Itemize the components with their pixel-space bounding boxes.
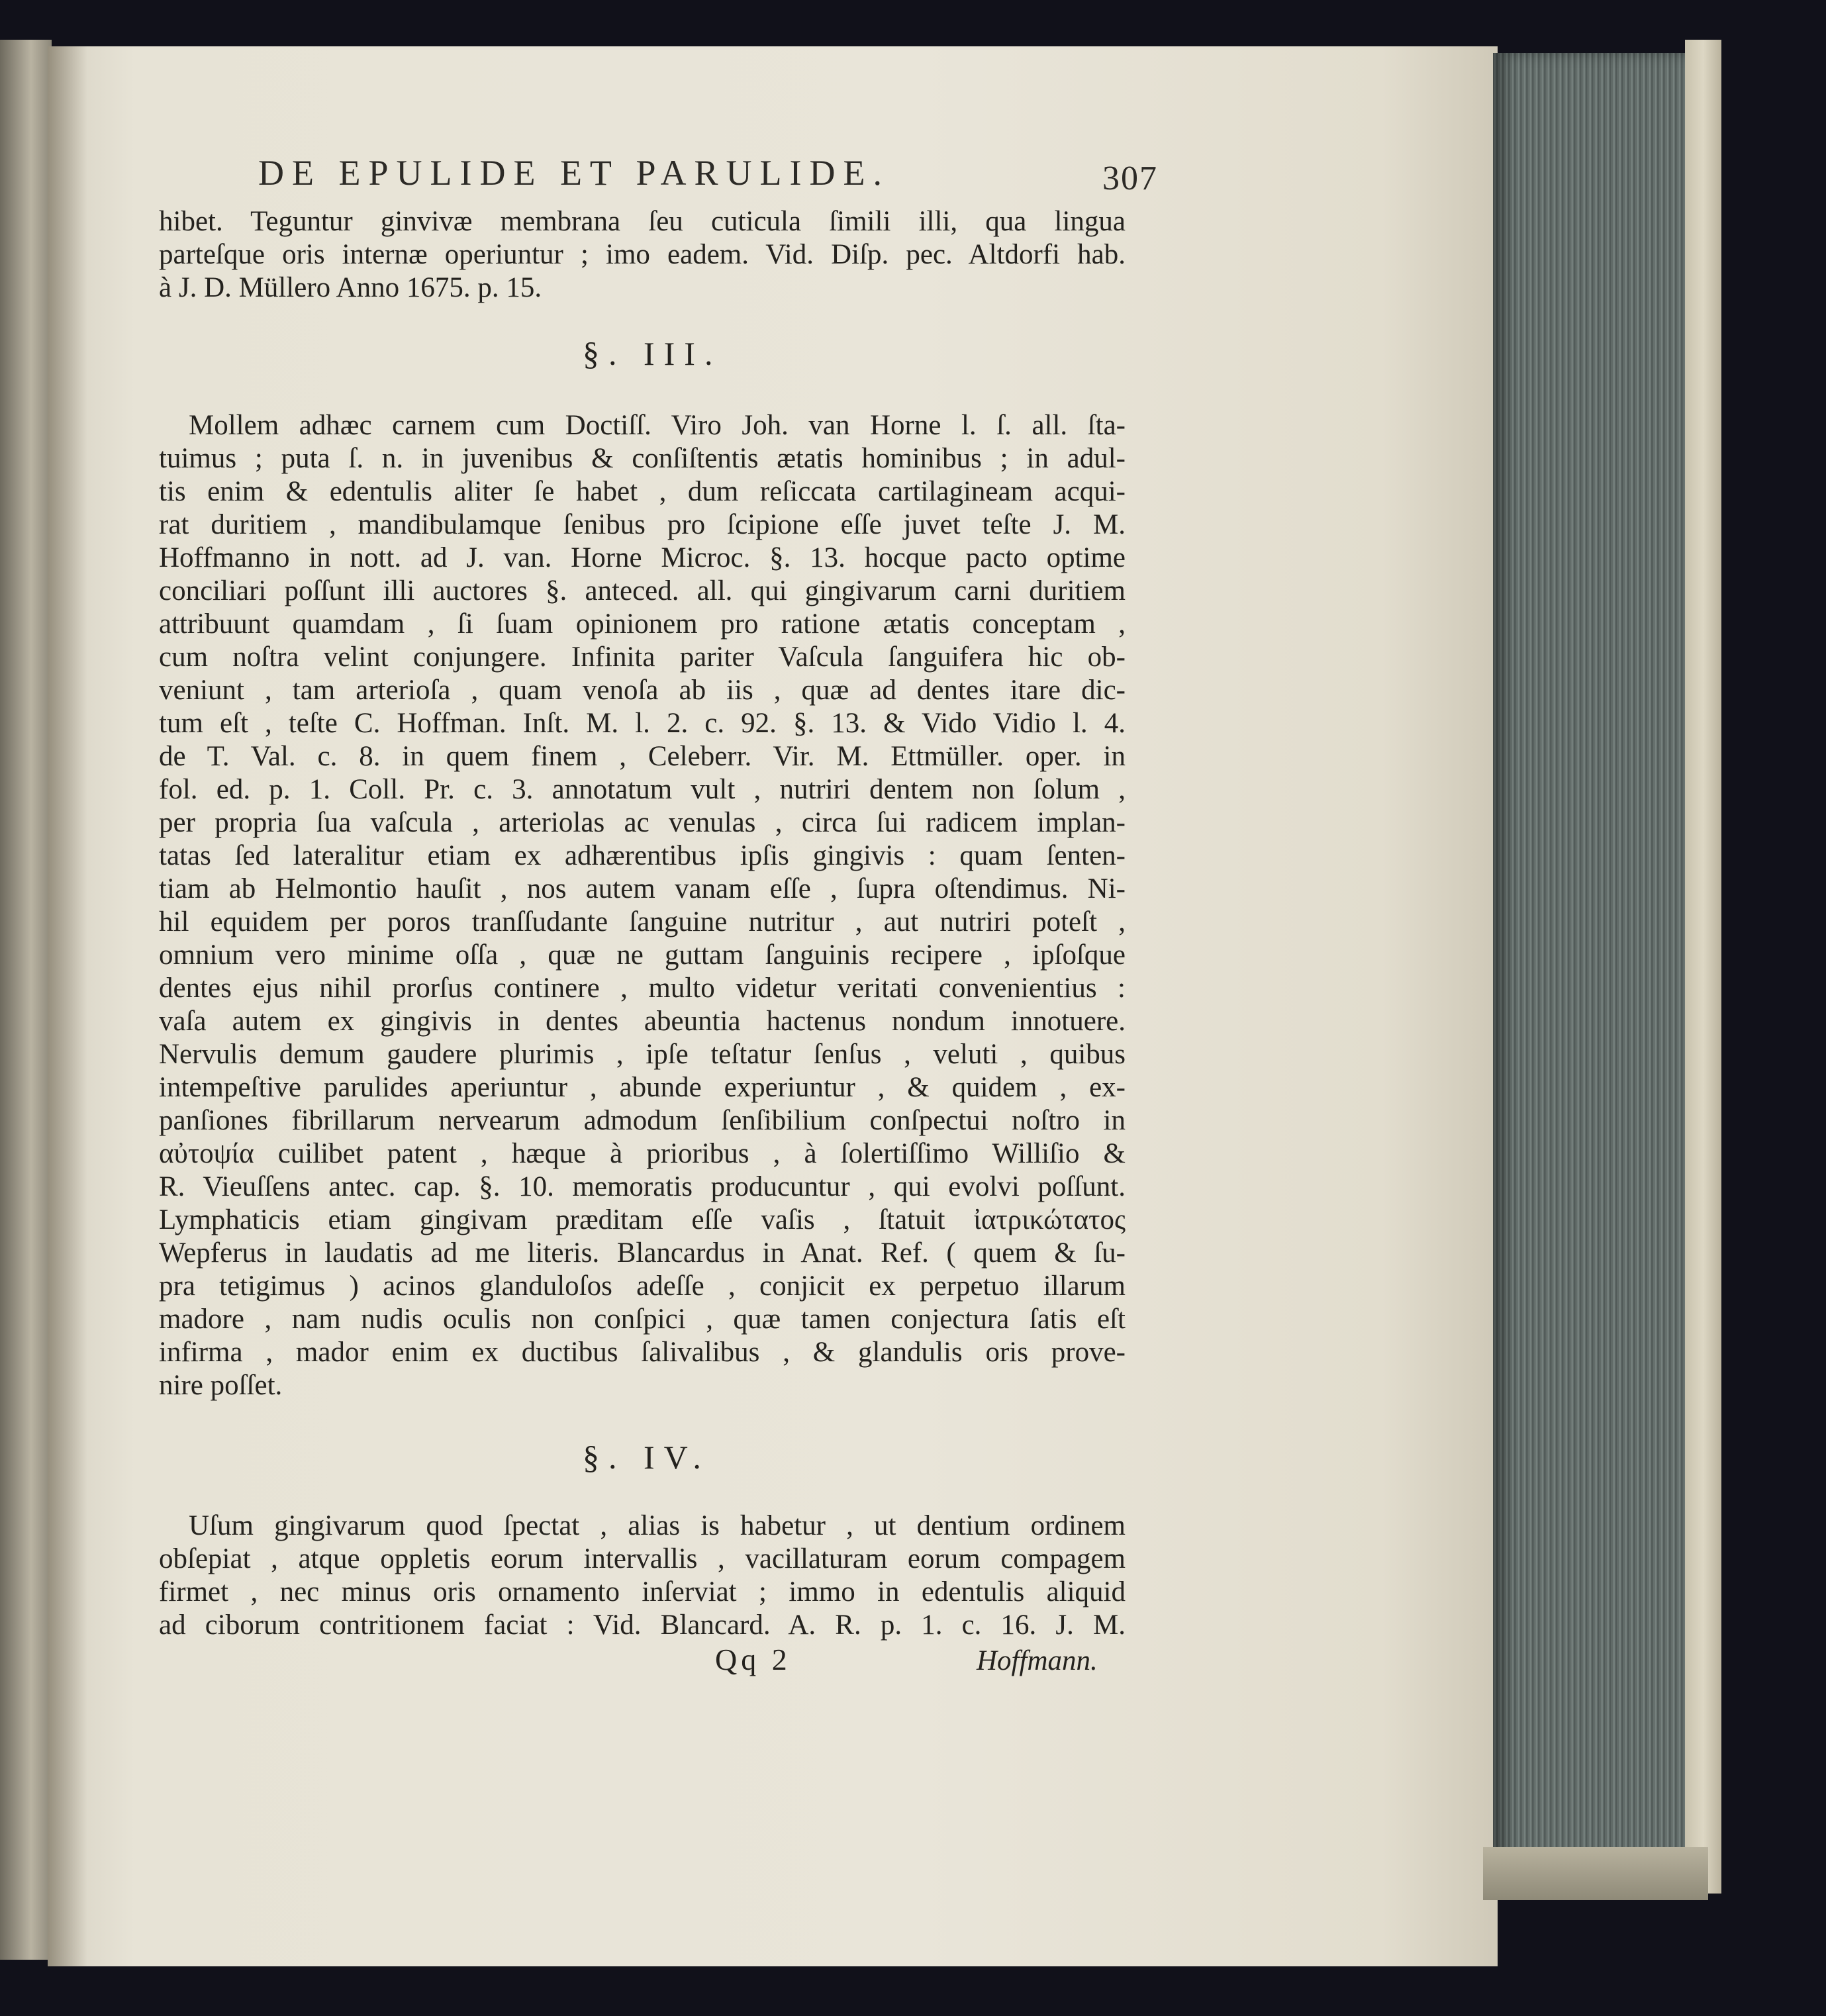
text-line: tis enim & edentulis aliter ſe habet , dum reſiccata cartilagineam acqui- (159, 476, 1126, 507)
text-line: tatas ſed lateralitur etiam ex adhærentibus ipſis gingivis : quam ſenten- (159, 840, 1126, 871)
text-line: nire poſſet. (159, 1370, 283, 1401)
page-number: 307 (1102, 160, 1158, 197)
text-line: de T. Val. c. 8. in quem finem , Celeberr. Vir. M. Ettmüller. oper. in (159, 741, 1126, 772)
text-line: hil equidem per poros tranſſudante ſanguine nutritur , aut nutriri poteſt , (159, 906, 1126, 937)
text-line: parteſque oris internæ operiuntur ; imo eadem. Vid. Diſp. pec. Altdorfi hab. (159, 239, 1126, 270)
text-line: tum eſt , teſte C. Hoffman. Inſt. M. l. 2. c. 92. §. 13. & Vido Vidio l. 4. (159, 708, 1126, 739)
catchword: Hoffmann. (977, 1645, 1098, 1676)
text-line: conciliari poſſunt illi auctores §. anteced. all. qui gingivarum carni duritiem (159, 575, 1126, 606)
fore-edge-cover (1685, 40, 1721, 1894)
text-line: tuimus ; puta ſ. n. in juvenibus & conſiſtentis ætatis hominibus ; in adul- (159, 443, 1126, 474)
text-line: omnium vero minime oſſa , quæ ne guttam ſanguinis recipere , ipſoſque (159, 939, 1126, 971)
text-line: intempeſtive parulides aperiuntur , abunde experiuntur , & quidem , ex- (159, 1072, 1126, 1103)
text-line: à J. D. Müllero Anno 1675. p. 15. (159, 272, 542, 303)
text-line: pra tetigimus ) acinos glanduloſos adeſſe , conjicit ex perpetuo illarum (159, 1271, 1126, 1302)
text-line: rat duritiem , mandibulamque ſenibus pro ſcipione eſſe juvet teſte J. M. (159, 509, 1126, 540)
gutter-shadow (48, 46, 87, 1966)
text-line: firmet , nec minus oris ornamento inſerviat ; immo in edentulis aliquid (159, 1576, 1126, 1608)
text-line: αὐτοψία cuilibet patent , hæque à prioribus , à ſolertiſſimo Williſio & (159, 1138, 1126, 1169)
text-line: infirma , mador enim ex ductibus ſalivalibus , & glandulis oris prove- (159, 1337, 1126, 1368)
text-line: ad ciborum contritionem faciat : Vid. Blancard. A. R. p. 1. c. 16. J. M. (159, 1609, 1126, 1641)
text-line: cum noſtra velint conjungere. Infinita pariter Vaſcula ſanguifera hic ob- (159, 642, 1126, 673)
intro-paragraph (159, 205, 1126, 305)
section-heading-4: §. IV. (583, 1439, 710, 1476)
section-3-paragraph (159, 409, 1126, 1402)
fore-edge-bottom (1483, 1847, 1708, 1900)
text-line: Nervulis demum gaudere plurimis , ipſe teſtatur ſenſus , veluti , quibus (159, 1039, 1126, 1070)
text-line: attribuunt quamdam , ſi ſuam opinionem pro ratione ætatis conceptam , (159, 608, 1126, 640)
text-line: dentes ejus nihil prorſus continere , multo videtur veritati convenientius : (159, 973, 1126, 1004)
text-line: tiam ab Helmontio hauſit , nos autem vanam eſſe , ſupra oſtendimus. Ni- (159, 873, 1126, 904)
text-line: Uſum gingivarum quod ſpectat , alias is habetur , ut dentium ordinem (189, 1510, 1126, 1541)
text-line: Hoffmanno in nott. ad J. van. Horne Microc. §. 13. hocque pacto optime (159, 542, 1126, 573)
section-4-paragraph (159, 1510, 1126, 1642)
running-title: DE EPULIDE ET PARULIDE. (258, 153, 890, 193)
text-line: vaſa autem ex gingivis in dentes abeuntia hactenus nondum innotuere. (159, 1006, 1126, 1037)
text-line: hibet. Teguntur ginvivæ membrana ſeu cuticula ſimili illi, qua lingua (159, 206, 1126, 237)
left-page-edge (0, 40, 52, 1960)
text-line: Mollem adhæc carnem cum Doctiſſ. Viro Joh. van Horne l. ſ. all. ſta- (189, 410, 1126, 441)
text-line: madore , nam nudis oculis non conſpici , quæ tamen conjectura ſatis eſt (159, 1304, 1126, 1335)
text-line: panſiones fibrillarum nervearum admodum ſenſibilium conſpectui noſtro in (159, 1105, 1126, 1136)
text-line: per propria ſua vaſcula , arteriolas ac venulas , circa ſui radicem implan- (159, 807, 1126, 838)
text-line: Lymphaticis etiam gingivam præditam eſſe vaſis , ſtatuit ἰατρικώτατος (159, 1204, 1126, 1235)
text-line: obſepiat , atque oppletis eorum intervallis , vacillaturam eorum compagem (159, 1543, 1126, 1574)
signature-mark: Qq 2 (715, 1643, 791, 1676)
fore-edge-pages (1493, 53, 1692, 1900)
section-heading-3: §. III. (583, 335, 722, 372)
text-line: veniunt , tam arterioſa , quam venoſa ab iis , quæ ad dentes itare dic- (159, 675, 1126, 706)
text-line: Wepferus in laudatis ad me literis. Blancardus in Anat. Ref. ( quem & ſu- (159, 1237, 1126, 1269)
text-line: fol. ed. p. 1. Coll. Pr. c. 3. annotatum vult , nutriri dentem non ſolum , (159, 774, 1126, 805)
text-line: R. Vieuſſens antec. cap. §. 10. memoratis producuntur , qui evolvi poſſunt. (159, 1171, 1126, 1202)
